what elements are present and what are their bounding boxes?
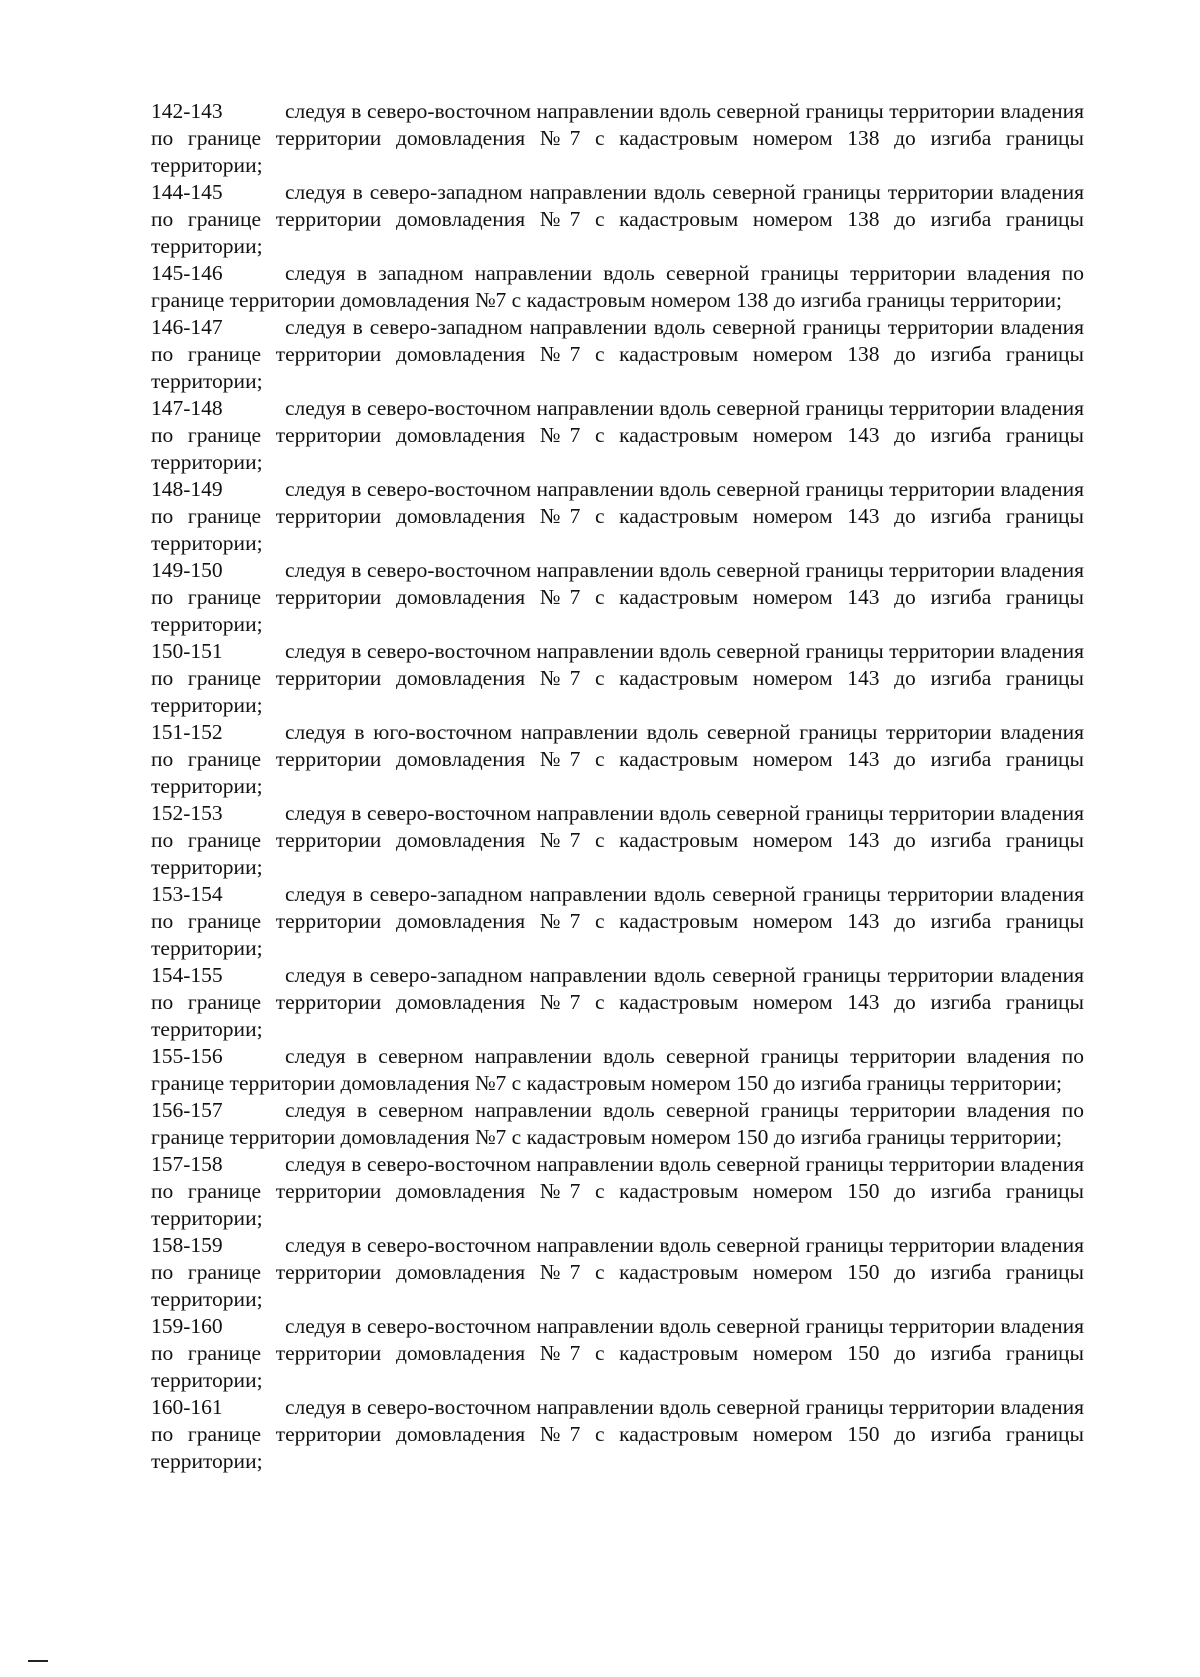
- segment-code: 152-153: [151, 801, 223, 825]
- segment-description: следуя в северо-восточном направлении вдоль северной границы территории владения по границе территории домовладения №7 с кадастровым номером 143 до изгиба границы территории;: [151, 801, 1084, 879]
- segment-code: 144-145: [151, 180, 223, 204]
- segment-description: следуя в северо-восточном направлении вдоль северной границы территории владения по границе территории домовладения №7 с кадастровым номером 143 до изгиба границы территории;: [151, 639, 1084, 717]
- boundary-entry: [151, 1313, 1084, 1394]
- segment-code: 159-160: [151, 1314, 223, 1338]
- segment-description: следуя в северном направлении вдоль северной границы территории владения по границе территории домовладения №7 с кадастровым номером 150 до изгиба границы территории;: [151, 1044, 1084, 1095]
- segment-description: следуя в северо-восточном направлении вдоль северной границы территории владения по границе территории домовладения №7 с кадастровым номером 143 до изгиба границы территории;: [151, 396, 1084, 474]
- segment-code: 157-158: [151, 1152, 223, 1176]
- boundary-entry: [151, 1151, 1084, 1232]
- segment-description: следуя в северо-восточном направлении вдоль северной границы территории владения по границе территории домовладения №7 с кадастровым номером 138 до изгиба границы территории;: [151, 99, 1084, 177]
- segment-description: следуя в северо-западном направлении вдоль северной границы территории владения по границе территории домовладения №7 с кадастровым номером 138 до изгиба границы территории;: [151, 180, 1084, 258]
- segment-description: следуя в юго-восточном направлении вдоль северной границы территории владения по границе территории домовладения №7 с кадастровым номером 143 до изгиба границы территории;: [151, 720, 1084, 798]
- segment-code: 147-148: [151, 396, 223, 420]
- segment-description: следуя в западном направлении вдоль северной границы территории владения по границе территории домовладения №7 с кадастровым номером 138 до изгиба границы территории;: [151, 261, 1084, 312]
- segment-code: 146-147: [151, 315, 223, 339]
- segment-code: 156-157: [151, 1098, 223, 1122]
- segment-code: 149-150: [151, 558, 223, 582]
- segment-description: следуя в северо-восточном направлении вдоль северной границы территории владения по границе территории домовладения №7 с кадастровым номером 143 до изгиба границы территории;: [151, 477, 1084, 555]
- boundary-entry: [151, 1097, 1084, 1151]
- document-page: [151, 98, 1084, 1475]
- boundary-entry: [151, 1043, 1084, 1097]
- segment-description: следуя в северо-западном направлении вдоль северной границы территории владения по границе территории домовладения №7 с кадастровым номером 143 до изгиба границы территории;: [151, 963, 1084, 1041]
- segment-code: 158-159: [151, 1233, 223, 1257]
- boundary-entry: [151, 881, 1084, 962]
- boundary-entry: [151, 557, 1084, 638]
- segment-code: 153-154: [151, 882, 223, 906]
- boundary-entry: [151, 962, 1084, 1043]
- segment-code: 160-161: [151, 1395, 223, 1419]
- boundary-entry: [151, 395, 1084, 476]
- boundary-entry: [151, 1232, 1084, 1313]
- boundary-entry: [151, 476, 1084, 557]
- boundary-entry: [151, 260, 1084, 314]
- segment-description: следуя в северо-восточном направлении вдоль северной границы территории владения по границе территории домовладения №7 с кадастровым номером 150 до изгиба границы территории;: [151, 1314, 1084, 1392]
- boundary-entry: [151, 719, 1084, 800]
- segment-code: 145-146: [151, 261, 223, 285]
- boundary-entry: [151, 314, 1084, 395]
- segment-description: следуя в северо-восточном направлении вдоль северной границы территории владения по границе территории домовладения №7 с кадастровым номером 150 до изгиба границы территории;: [151, 1395, 1084, 1473]
- segment-code: 155-156: [151, 1044, 223, 1068]
- boundary-entry: [151, 1394, 1084, 1475]
- segment-code: 142-143: [151, 99, 223, 123]
- segment-description: следуя в северо-восточном направлении вдоль северной границы территории владения по границе территории домовладения №7 с кадастровым номером 143 до изгиба границы территории;: [151, 558, 1084, 636]
- boundary-entry: [151, 638, 1084, 719]
- segment-code: 148-149: [151, 477, 223, 501]
- boundary-entry: [151, 179, 1084, 260]
- segment-description: следуя в северо-восточном направлении вдоль северной границы территории владения по границе территории домовладения №7 с кадастровым номером 150 до изгиба границы территории;: [151, 1152, 1084, 1230]
- segment-description: следуя в северо-восточном направлении вдоль северной границы территории владения по границе территории домовладения №7 с кадастровым номером 150 до изгиба границы территории;: [151, 1233, 1084, 1311]
- segment-description: следуя в северном направлении вдоль северной границы территории владения по границе территории домовладения №7 с кадастровым номером 150 до изгиба границы территории;: [151, 1098, 1084, 1149]
- segment-code: 154-155: [151, 963, 223, 987]
- segment-code: 151-152: [151, 720, 223, 744]
- segment-description: следуя в северо-западном направлении вдоль северной границы территории владения по границе территории домовладения №7 с кадастровым номером 138 до изгиба границы территории;: [151, 315, 1084, 393]
- segment-code: 150-151: [151, 639, 223, 663]
- boundary-entry: [151, 98, 1084, 179]
- boundary-entry: [151, 800, 1084, 881]
- segment-description: следуя в северо-западном направлении вдоль северной границы территории владения по границе территории домовладения №7 с кадастровым номером 143 до изгиба границы территории;: [151, 882, 1084, 960]
- scan-edge-mark: [28, 1660, 48, 1662]
